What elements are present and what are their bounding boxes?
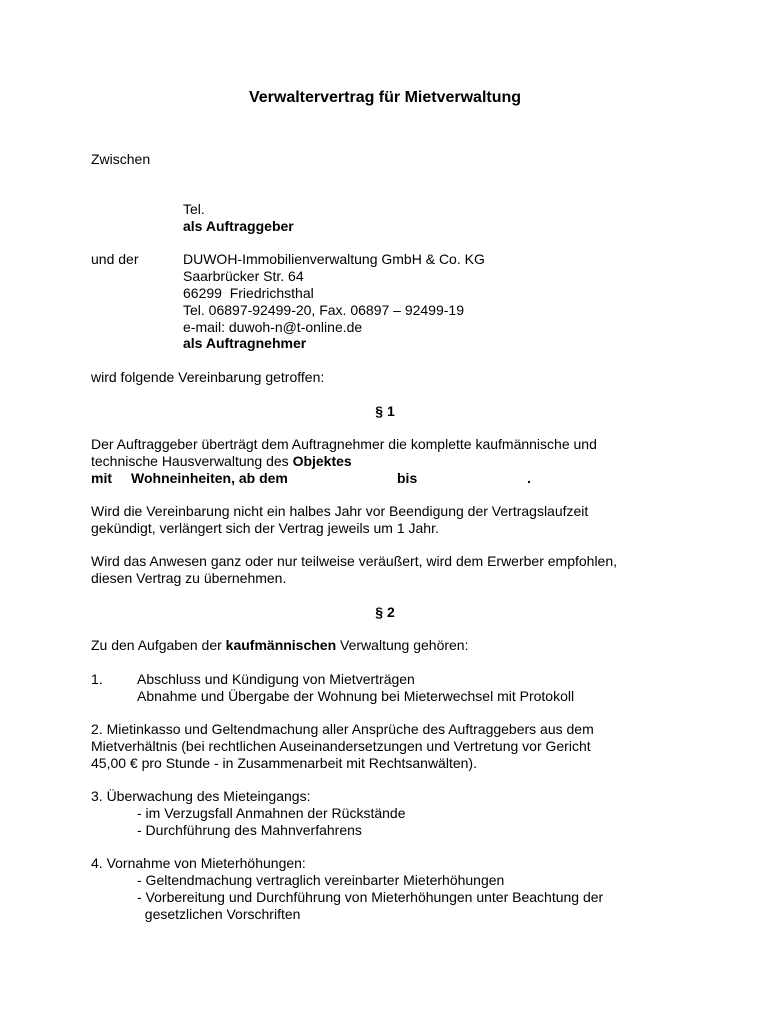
section-2-intro (91, 637, 468, 654)
item-2-line1: 2. Mietinkasso und Geltendmachung aller Ansprüche des Auftraggebers aus dem (91, 721, 594, 737)
item-2-line3: 45,00 € pro Stunde - in Zusammenarbeit mit Rechtsanwälten). (91, 755, 477, 771)
contractor-street: Saarbrücker Str. 64 (183, 268, 304, 284)
contractor-name: DUWOH-Immobilienverwaltung GmbH & Co. KG (183, 251, 485, 267)
item-2-line2: Mietverhältnis (bei rechtlichen Auseinandersetzungen und Vertretung vor Gericht (91, 738, 591, 754)
item-4-sub3: gesetzlichen Vorschriften (137, 906, 301, 922)
contractor-phone: Tel. 06897-92499-20, Fax. 06897 – 92499-19 (183, 302, 464, 318)
section-2-intro-suffix: Verwaltung gehören: (336, 637, 469, 653)
item-4-sub1: - Geltendmachung vertraglich vereinbarter Mieterhöhungen (137, 872, 505, 888)
section-1-p1-line2 (91, 453, 352, 470)
section-1-p3-line1: Wird das Anwesen ganz oder nur teilweise veräußert, wird dem Erwerber empfohlen, (91, 553, 618, 569)
section-1-p1-line2-text: technische Hausverwaltung des (91, 453, 293, 469)
item-3-sub2: - Durchführung des Mahnverfahrens (137, 822, 362, 838)
item-1-number: 1. (91, 671, 103, 687)
period-mark: . (527, 470, 531, 486)
section-1-p2-line2: gekündigt, verlängert sich der Vertrag jeweils um 1 Jahr. (91, 520, 439, 536)
mit-label: mit (91, 470, 112, 486)
client-role: als Auftraggeber (183, 218, 294, 234)
item-3-line1: 3. Überwachung des Mieteingangs: (91, 788, 311, 804)
zwischen-label: Zwischen (91, 151, 151, 167)
item-3-sub1: - im Verzugsfall Anmahnen der Rückstände (137, 805, 406, 821)
bis-label: bis (397, 470, 418, 486)
client-phone: Tel. (183, 201, 205, 217)
agreement-statement: wird folgende Vereinbarung getroffen: (91, 369, 325, 385)
section-1-p1-line1: Der Auftraggeber überträgt dem Auftragnehmer die komplette kaufmännische und (91, 436, 597, 452)
contractor-city: 66299 Friedrichsthal (183, 285, 314, 301)
section-2-intro-prefix: Zu den Aufgaben der (91, 637, 226, 653)
section-2-heading: § 2 (375, 604, 395, 620)
kaufmaennischen-label: kaufmännischen (225, 637, 337, 653)
item-4-sub2: - Vorbereitung und Durchführung von Mieterhöhungen unter Beachtung der (137, 889, 604, 905)
item-4-line1: 4. Vornahme von Mieterhöhungen: (91, 855, 306, 871)
section-1-p3-line2: diesen Vertrag zu übernehmen. (91, 570, 287, 586)
item-1-line2: Abnahme und Übergabe der Wohnung bei Mieterwechsel mit Protokoll (137, 688, 575, 704)
contractor-email: e-mail: duwoh-n@t-online.de (183, 319, 363, 335)
item-1-line1: Abschluss und Kündigung von Mietverträgen (137, 671, 415, 687)
objektes-label: Objektes (292, 453, 352, 469)
section-1-p2-line1: Wird die Vereinbarung nicht ein halbes Jahr vor Beendigung der Vertragslaufzeit (91, 503, 589, 519)
und-der-label: und der (91, 251, 139, 267)
section-1-heading: § 1 (375, 403, 395, 419)
wohneinheiten-label: Wohneinheiten, ab dem (131, 470, 288, 486)
contractor-role: als Auftragnehmer (183, 335, 307, 351)
document-title: Verwaltervertrag für Mietverwaltung (248, 89, 522, 106)
